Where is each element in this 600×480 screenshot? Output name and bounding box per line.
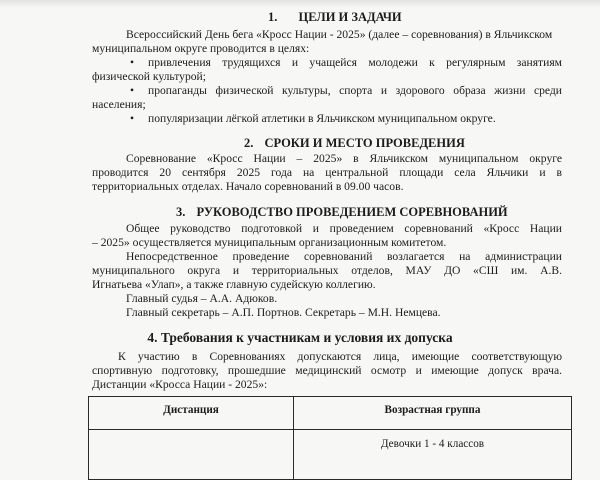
section-2-line2: проводится 20 сентября 2025 года на центральной площади села Яльчики и в <box>92 166 562 179</box>
section-3-title: РУКОВОДСТВО ПРОВЕДЕНИЕМ СОРЕВНОВАНИЙ <box>196 205 508 219</box>
chief-judge: Главный судья – А.А. Адюков. <box>126 292 278 305</box>
section-1-intro-line2: муниципальном округе проводится в целях: <box>92 42 310 55</box>
section-1-number: 1. <box>268 10 278 24</box>
section-2-line1: Соревнование «Кросс Нации – 2025» в Яльчикском муниципальном округе <box>126 152 562 165</box>
section-4-title: 4. Требования к участникам и условия их допуска <box>147 330 453 345</box>
goal-1-line2: физической культурой; <box>92 70 206 83</box>
section-1-intro-line1: Всероссийский День бега «Кросс Нации - 2025» (далее – соревнования) в Яльчикском <box>126 28 553 41</box>
section-1-title: ЦЕЛИ И ЗАДАЧИ <box>298 10 402 24</box>
goal-3-line1: популяризации лёгкой атлетики в Яльчикском муниципальном округе. <box>148 112 496 125</box>
goal-2-line2: населения; <box>92 98 146 111</box>
bullet-icon: • <box>130 84 135 97</box>
section-2-heading <box>244 136 465 151</box>
section-3-p2-line3: Игнатьева «Улап», а также главную судейскую коллегию. <box>92 278 376 291</box>
section-3-heading <box>176 205 508 220</box>
section-2-line3: территориальных отделах. Начало соревнований в 09.00 часов. <box>92 180 404 193</box>
cell-age-group: Девочки 1 - 4 классов <box>294 430 572 480</box>
table-header-row <box>89 397 572 430</box>
scan-edge <box>0 0 600 8</box>
section-3-p1-line2: – 2025» осуществляется муниципальным организационным комитетом. <box>92 236 447 249</box>
section-4-line2: спортивную подготовку, прошедшие медицинский осмотр и имеющие допуск врача. <box>92 364 562 377</box>
goal-1-line1: привлечения трудящихся и учащейся молодежи к регулярным занятиям <box>148 56 562 69</box>
section-3-p1-line1: Общее руководство подготовкой и проведением соревнований «Кросс Нации <box>126 222 562 235</box>
column-header-age-group: Возрастная группа <box>294 397 572 430</box>
cell-distance <box>89 430 294 480</box>
section-3-p2-line1: Непосредственное проведение соревнований возлагается на администрации <box>126 250 562 263</box>
chief-secretary: Главный секретарь – А.П. Портнов. Секретарь – М.Н. Немцева. <box>126 306 441 319</box>
section-3-p2-line2: муниципального округа и территориальных отделов, МАУ ДО «СШ им. А.В. <box>92 264 562 277</box>
section-4-line1: К участию в Соревнованиях допускаются лица, имеющие соответствующую <box>118 350 562 363</box>
section-2-number: 2. <box>244 136 254 150</box>
section-2-title: СРОКИ И МЕСТО ПРОВЕДЕНИЯ <box>264 136 465 150</box>
distances-table <box>88 396 572 480</box>
section-1-heading <box>268 10 402 25</box>
goal-2-line1: пропаганды физической культуры, спорта и здорового образа жизни среди <box>148 84 562 97</box>
bullet-icon: • <box>130 112 135 125</box>
bullet-icon: • <box>130 56 135 69</box>
section-3-number: 3. <box>176 205 186 219</box>
section-4-line3: Дистанции «Кросса Нации - 2025»: <box>92 378 268 391</box>
column-header-distance: Дистанция <box>89 397 294 430</box>
table-row <box>89 430 572 480</box>
